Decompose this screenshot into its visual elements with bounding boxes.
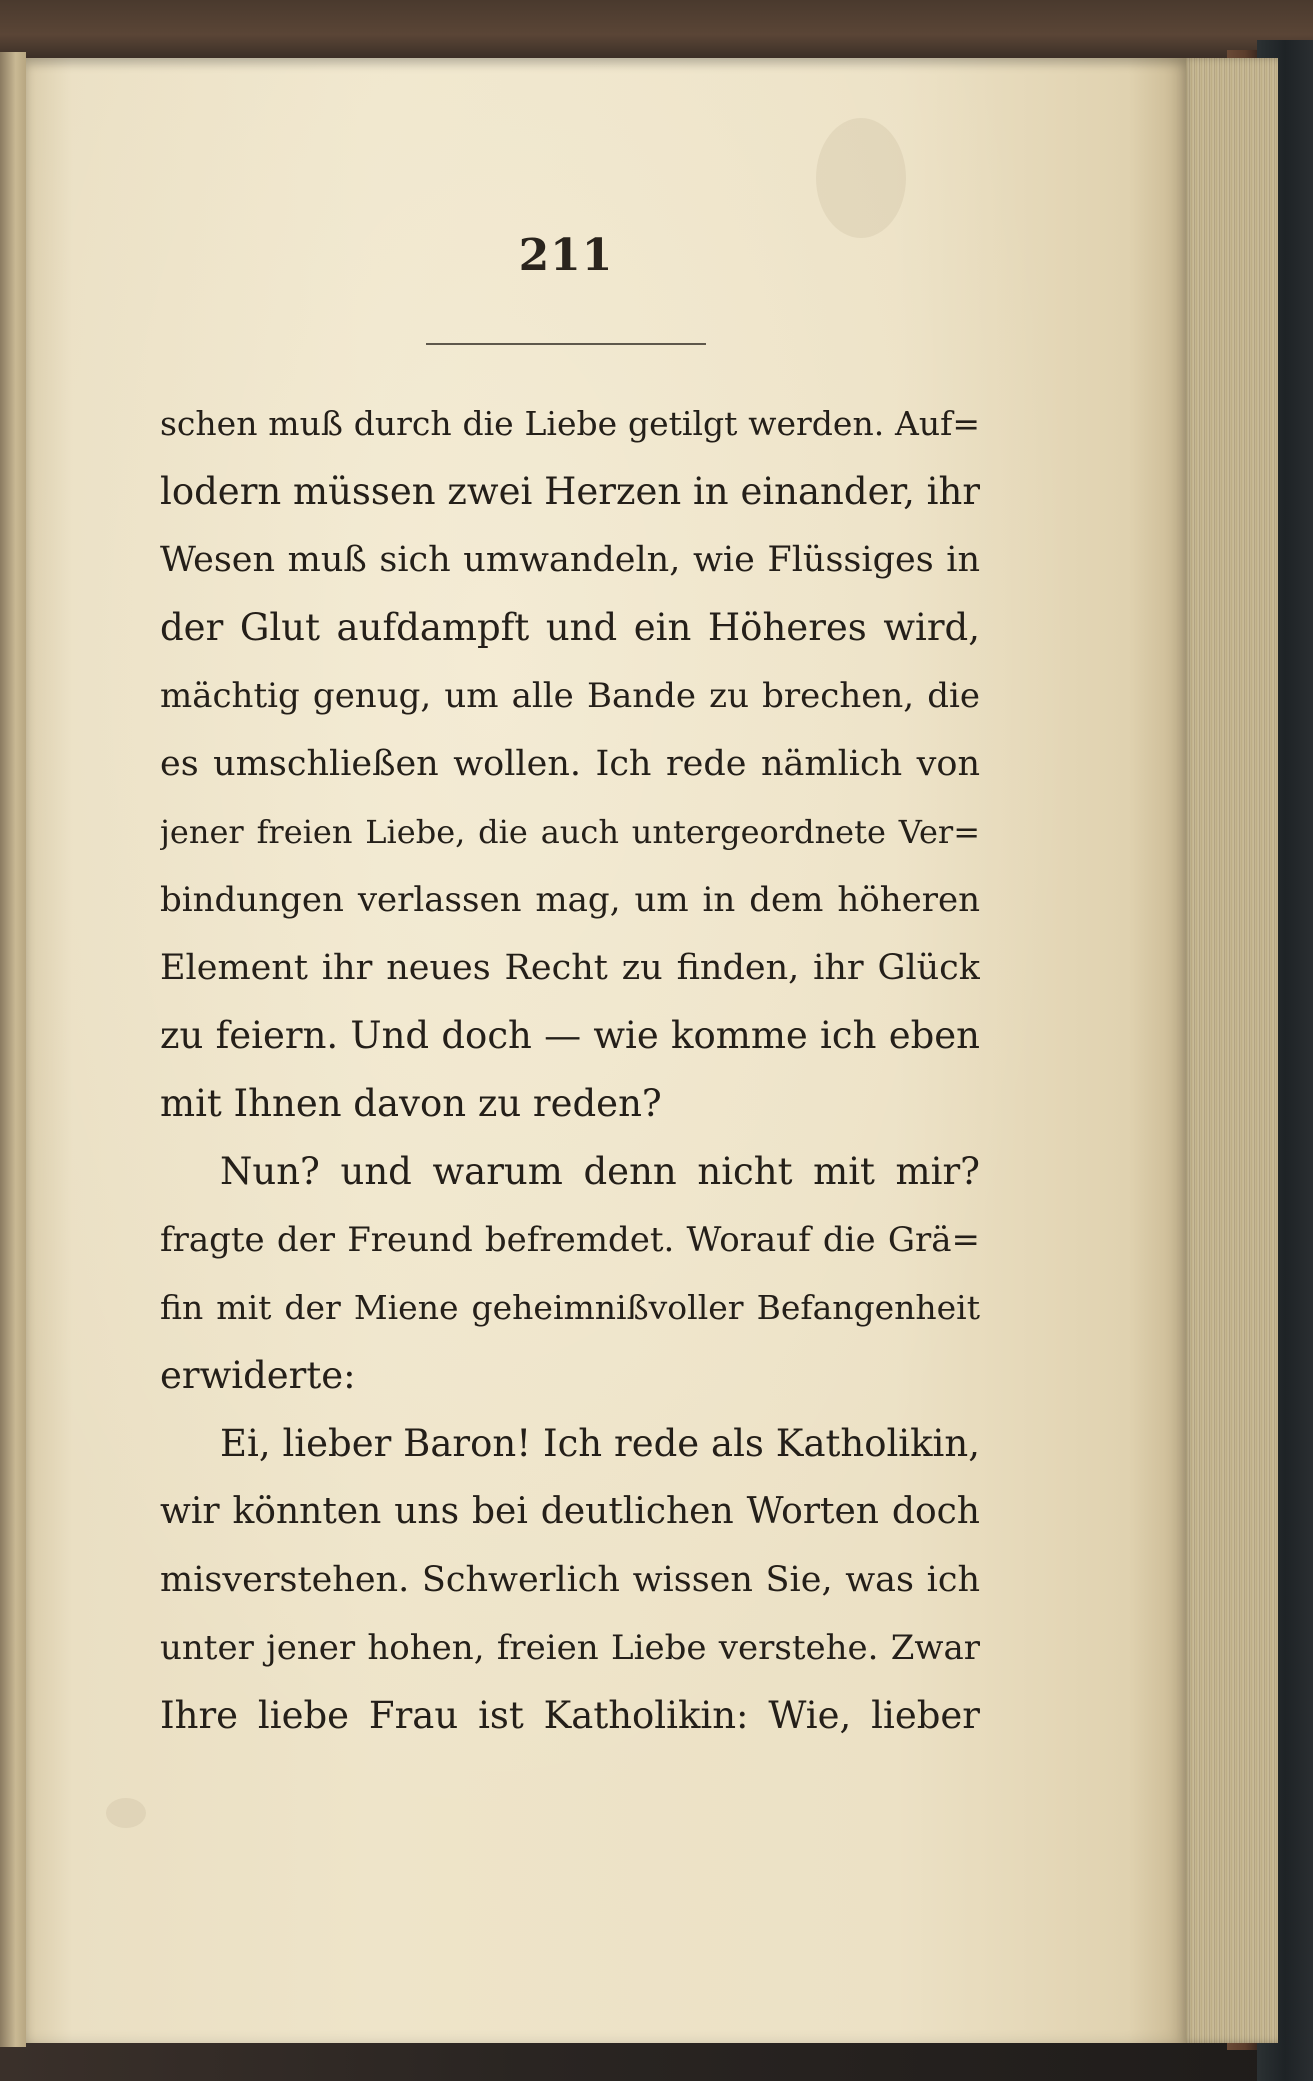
text-line: wir könnten uns bei deutlichen Worten doch — [160, 1491, 980, 1532]
header-rule — [426, 343, 706, 345]
text-line: Element ihr neues Recht zu finden, ihr Glück — [160, 948, 980, 988]
text-line: Ei, lieber Baron! Ich rede als Katholikin, — [220, 1422, 980, 1465]
paper-stain — [106, 1798, 146, 1828]
text-line: unter jener hohen, freien Liebe verstehe. Zwar — [160, 1628, 980, 1668]
text-line: es umschließen wollen. Ich rede nämlich von — [160, 744, 980, 784]
paper-stain — [816, 118, 906, 238]
page-number: 211 — [518, 230, 614, 281]
left-page-edge — [0, 52, 26, 2047]
book-page — [26, 58, 1186, 2043]
text-line: Wesen muß sich umwandeln, wie Flüssiges in — [160, 540, 980, 580]
book-cover-top-edge — [0, 0, 1313, 58]
text-line: zu feiern. Und doch — wie komme ich eben — [160, 1014, 980, 1057]
page-fore-edge — [1180, 58, 1278, 2043]
text-line: schen muß durch die Liebe getilgt werden. Auf= — [160, 404, 980, 443]
text-line: der Glut aufdampft und ein Höheres wird, — [160, 606, 980, 649]
text-line: erwiderte: — [160, 1354, 356, 1397]
body-text — [160, 390, 980, 1750]
text-line: fin mit der Miene geheimnißvoller Befangenheit — [160, 1288, 980, 1327]
text-line: fragte der Freund befremdet. Worauf die Grä= — [160, 1220, 980, 1260]
text-line: mit Ihnen davon zu reden? — [160, 1082, 662, 1125]
text-line: Nun? und warum denn nicht mit mir? — [220, 1150, 980, 1193]
text-line: jener freien Liebe, die auch untergeordnete Ver= — [160, 813, 980, 851]
text-line: lodern müssen zwei Herzen in einander, ihr — [160, 470, 980, 513]
text-line: mächtig genug, um alle Bande zu brechen, die — [160, 676, 980, 716]
text-line: bindungen verlassen mag, um in dem höheren — [160, 880, 980, 920]
text-line: misverstehen. Schwerlich wissen Sie, was ich — [160, 1560, 980, 1600]
text-line: Ihre liebe Frau ist Katholikin: Wie, lieber — [160, 1694, 980, 1737]
